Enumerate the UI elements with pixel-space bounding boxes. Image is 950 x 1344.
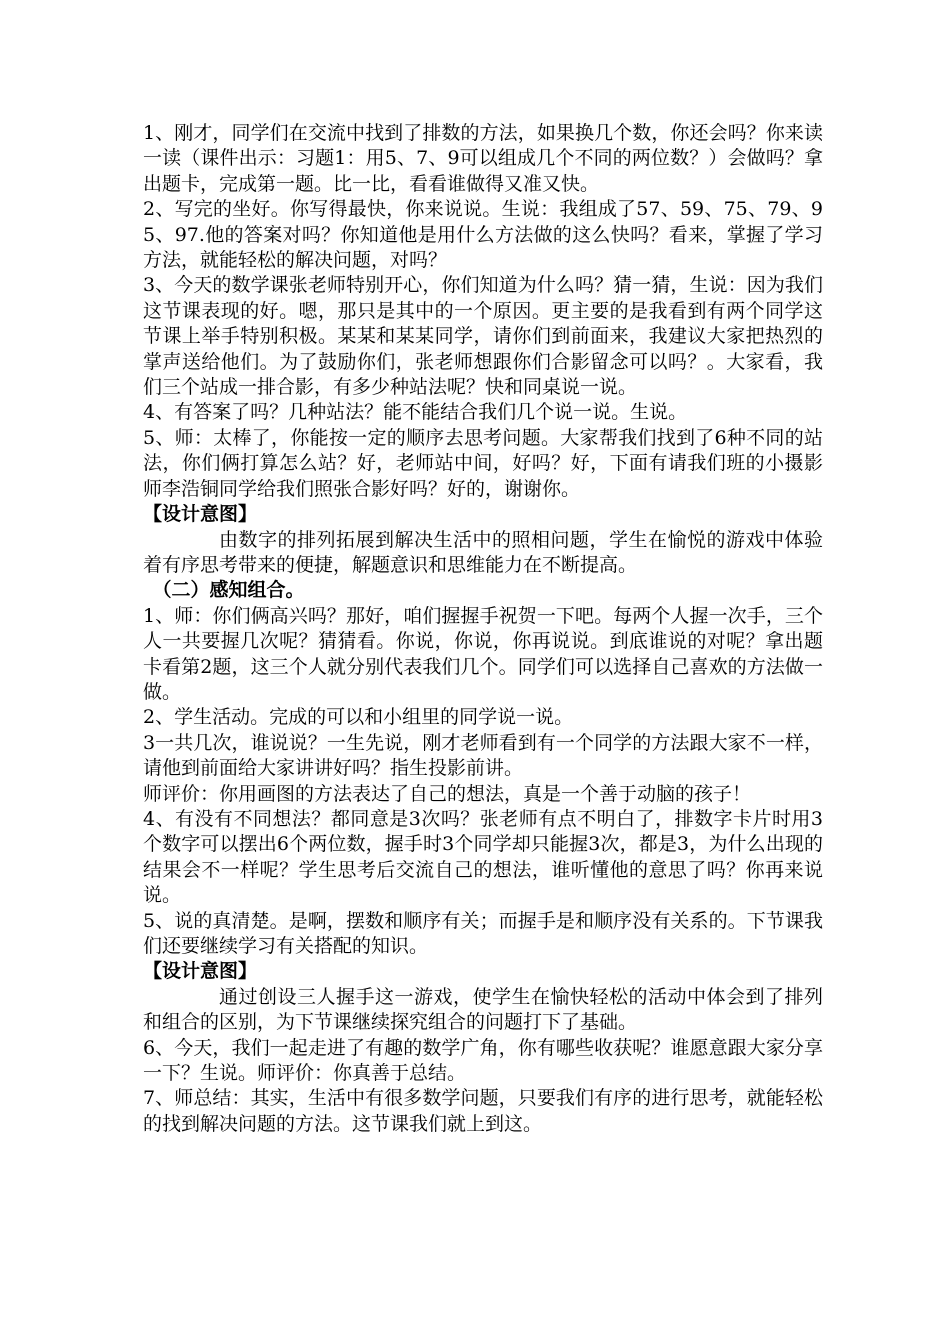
design-intent-heading-2: 【设计意图】	[143, 960, 258, 983]
paragraph-part2-step-4: 4、有没有不同想法？都同意是3次吗？张老师有点不明白了，排数字卡片时用3个数字可以摆出6个两位数，握手时3个同学却只能握3次，都是3，为什么出现的结果会不一样呢？学生思考后交流自己的想法，谁听懂他的意思了吗？你再来说说。	[143, 807, 823, 907]
paragraph-part2-step-2: 2、学生活动。完成的可以和小组里的同学说一说。	[143, 706, 574, 729]
design-intent-text-2: 通过创设三人握手这一游戏，使学生在愉快轻松的活动中体会到了排列和组合的区别，为下节课继续探究组合的问题打下了基础。	[143, 985, 823, 1034]
paragraph-step-3: 3、今天的数学课张老师特别开心，你们知道为什么吗？猜一猜，生说：因为我们这节课表现的好。嗯，那只是其中的一个原因。更主要的是我看到有两个同学这节课上举手特别积极。某某和某某同学，请你们到前面来，我建议大家把热烈的掌声送给他们。为了鼓励你们，张老师想跟你们合影留念可以吗？。大家看，我们三个站成一排合影，有多少种站法呢？快和同桌说一说。	[143, 274, 823, 399]
paragraph-step-5: 5、师：太棒了，你能按一定的顺序去思考问题。大家帮我们找到了6种不同的站法，你们俩打算怎么站？好，老师站中间，好吗？好，下面有请我们班的小摄影师李浩铜同学给我们照张合影好吗？好的，谢谢你。	[143, 426, 823, 500]
paragraph-teacher-evaluation: 师评价：你用画图的方法表达了自己的想法，真是一个善于动脑的孩子！	[143, 782, 752, 805]
document-body	[143, 121, 823, 1137]
paragraph-part2-step-6: 6、今天，我们一起走进了有趣的数学广角，你有哪些收获呢？谁愿意跟大家分享一下？生说。师评价：你真善于总结。	[143, 1036, 823, 1085]
paragraph-part2-step-1: 1、师：你们俩高兴吗？那好，咱们握握手祝贺一下吧。每两个人握一次手，三个人一共要握几次呢？猜猜看。你说，你说，你再说说。到底谁说的对呢？拿出题卡看第2题，这三个人就分别代表我们几个。同学们可以选择自己喜欢的方法做一做。	[143, 604, 823, 703]
paragraph-part2-step-5: 5、说的真清楚。是啊，摆数和顺序有关；而握手是和顺序没有关系的。下节课我们还要继续学习有关搭配的知识。	[143, 909, 823, 957]
paragraph-step-1: 1、刚才，同学们在交流中找到了排数的方法，如果换几个数，你还会吗？你来读一读（课件出示：习题1：用5、7、9可以组成几个不同的两位数？）会做吗？拿出题卡，完成第一题。比一比，看看谁做得又准又快。	[143, 122, 823, 195]
design-intent-text: 由数字的排列拓展到解决生活中的照相问题，学生在愉悦的游戏中体验着有序思考带来的便捷，解题意识和思维能力在不断提高。	[143, 528, 823, 576]
paragraph-step-4: 4、有答案了吗？几种站法？能不能结合我们几个说一说。生说。	[143, 401, 688, 424]
paragraph-part2-step-7: 7、师总结：其实，生活中有很多数学问题，只要我们有序的进行思考，就能轻松的找到解决问题的方法。这节课我们就上到这。	[143, 1087, 823, 1135]
design-intent-heading: 【设计意图】	[143, 503, 258, 526]
section-heading-combination: （二）感知组合。	[152, 579, 305, 602]
paragraph-part2-step-3: 3一共几次，谁说说？一生先说，刚才老师看到有一个同学的方法跟大家不一样，请他到前面给大家讲讲好吗？指生投影前讲。	[143, 731, 823, 780]
paragraph-step-2: 2、写完的坐好。你写得最快，你来说说。生说：我组成了57、59、75、79、95、97.他的答案对吗？你知道他是用什么方法做的这么快吗？看来，掌握了学习方法，就能轻松的解决问题，对吗？	[143, 198, 823, 272]
